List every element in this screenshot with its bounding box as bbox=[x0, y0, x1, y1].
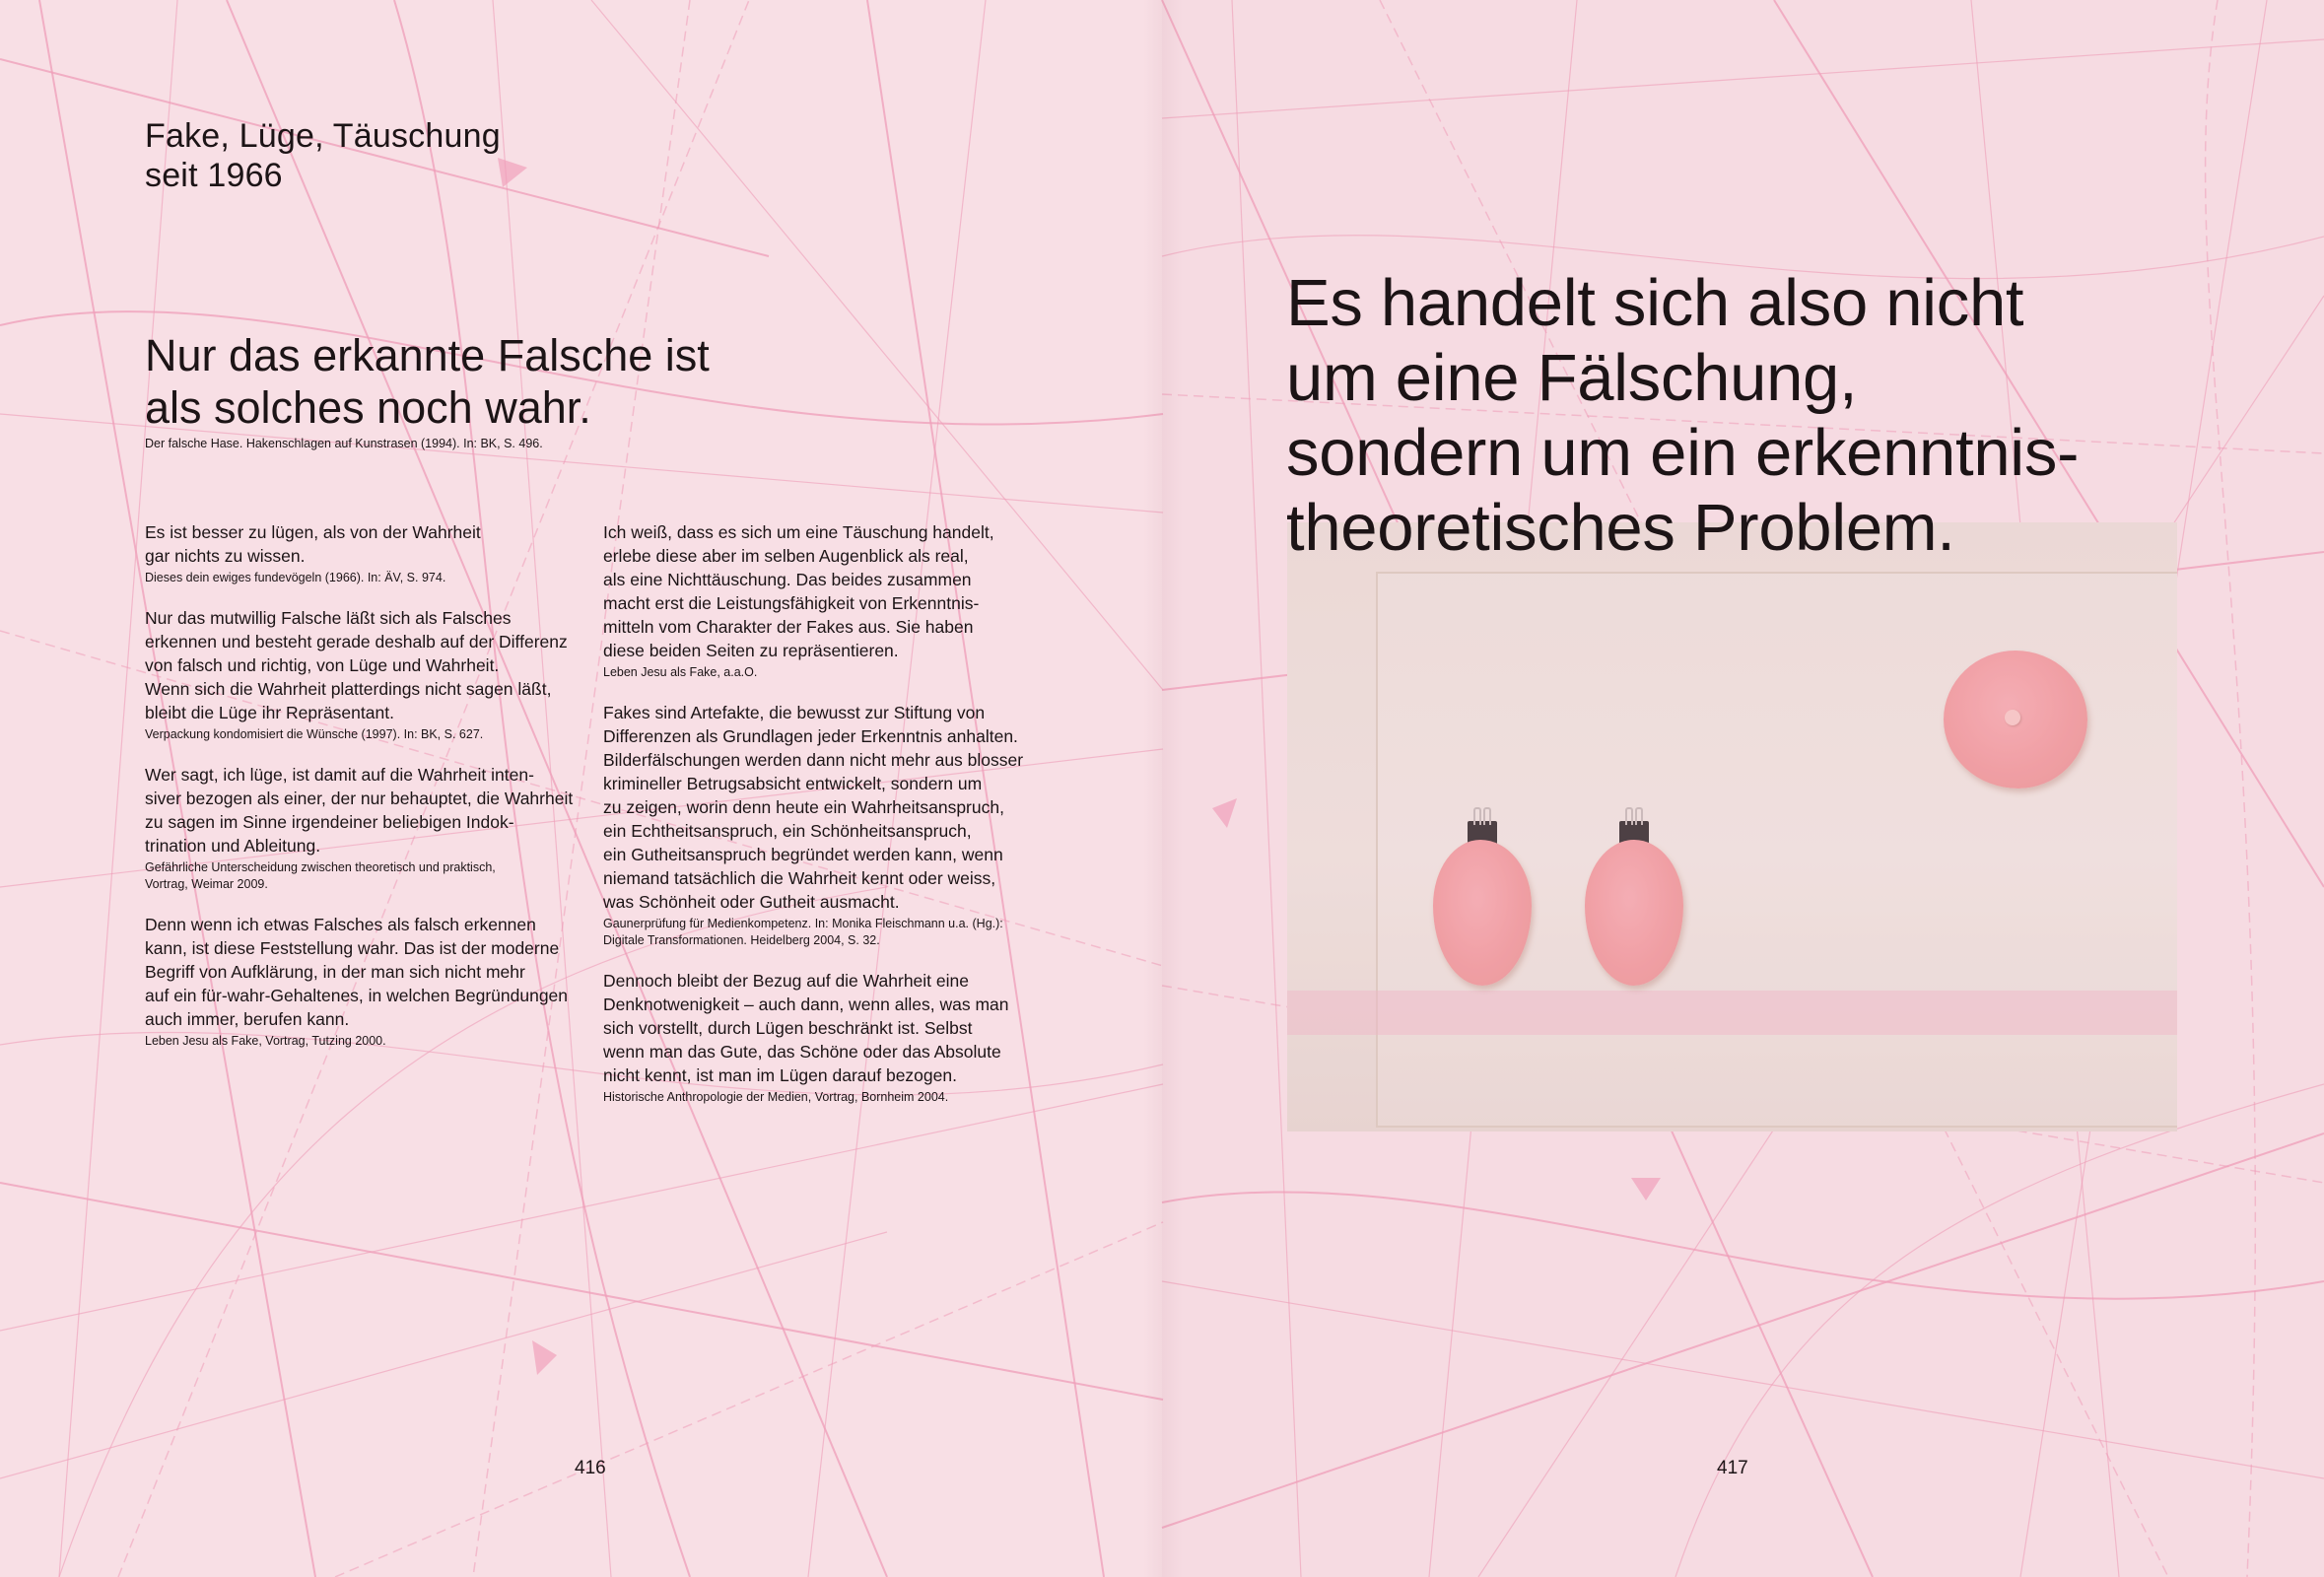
quote-line: zu zeigen, worin denn heute ein Wahrheitsanspruch, bbox=[603, 797, 1004, 817]
quote-line: als eine Nichttäuschung. Das beides zusammen bbox=[603, 570, 972, 589]
quote-text bbox=[145, 606, 583, 724]
quote-line: auf ein für-wahr-Gehaltenes, in welchen Begründungen bbox=[145, 986, 569, 1005]
source-line: Dieses dein ewiges fundevögeln (1966). In: ÄV, S. 974. bbox=[145, 571, 446, 584]
photo-overlay bbox=[1287, 522, 2177, 1131]
quote-line: Es ist besser zu lügen, als von der Wahrheit bbox=[145, 522, 481, 542]
source-line: Digitale Transformationen. Heidelberg 2004, S. 32. bbox=[603, 933, 880, 947]
source-line: Verpackung kondomisiert die Wünsche (1997). In: BK, S. 627. bbox=[145, 727, 484, 741]
source-line: Vortrag, Weimar 2009. bbox=[145, 877, 268, 891]
quote-line: nicht kennt, ist man im Lügen darauf bezogen. bbox=[603, 1065, 957, 1085]
quote-item bbox=[603, 969, 1042, 1106]
quote-line: krimineller Betrugsabsicht entwickelt, sondern um bbox=[603, 774, 983, 793]
page-number-left: 416 bbox=[575, 1458, 606, 1478]
quote-line: erlebe diese aber im selben Augenblick als real, bbox=[603, 546, 969, 566]
gutter-shadow bbox=[1143, 0, 1183, 1577]
quote-item bbox=[145, 520, 583, 586]
quote-line: Ich weiß, dass es sich um eine Täuschung handelt, bbox=[603, 522, 994, 542]
quote-line: gar nichts zu wissen. bbox=[145, 546, 306, 566]
quote-item bbox=[145, 913, 583, 1050]
quote-source bbox=[603, 916, 1042, 949]
quote-text bbox=[603, 520, 1042, 662]
headline-line: Es handelt sich also nicht bbox=[1286, 266, 2024, 340]
quote-source bbox=[603, 664, 1042, 681]
headline-line: um eine Fälschung, bbox=[1286, 341, 1858, 415]
quote-line: ein Echtheitsanspruch, ein Schönheitsanspruch, bbox=[603, 821, 972, 841]
quote-line: Nur das mutwillig Falsche läßt sich als Falsches bbox=[145, 608, 512, 628]
quote-column-2 bbox=[603, 520, 1042, 1126]
quote-item bbox=[145, 763, 583, 893]
quote-line: diese beiden Seiten zu repräsentieren. bbox=[603, 641, 899, 660]
quote-line: siver bezogen als einer, der nur behauptet, die Wahrheit bbox=[145, 788, 574, 808]
quote-line: erkennen und besteht gerade deshalb auf der Differenz bbox=[145, 632, 568, 651]
quote-line: von falsch und richtig, von Lüge und Wahrheit. bbox=[145, 655, 500, 675]
quote-line: wenn man das Gute, das Schöne oder das Absolute bbox=[603, 1042, 1001, 1062]
quote-line: trination und Ableitung. bbox=[145, 836, 321, 856]
quote-line: Denn wenn ich etwas Falsches als falsch erkennen bbox=[145, 915, 536, 934]
lead-quote-text bbox=[145, 329, 835, 434]
section-title bbox=[145, 116, 501, 195]
quote-line: macht erst die Leistungsfähigkeit von Erkenntnis- bbox=[603, 593, 980, 613]
quote-line: Denknotwenigkeit – auch dann, wenn alles, was man bbox=[603, 994, 1009, 1014]
quote-line: niemand tatsächlich die Wahrheit kennt oder weiss, bbox=[603, 868, 996, 888]
source-line: Leben Jesu als Fake, a.a.O. bbox=[603, 665, 758, 679]
quote-line: auch immer, berufen kann. bbox=[145, 1009, 350, 1029]
quote-text bbox=[145, 763, 583, 857]
quote-source bbox=[145, 1033, 583, 1050]
section-title-line: seit 1966 bbox=[145, 157, 283, 194]
quote-line: zu sagen im Sinne irgendeiner beliebigen Indok- bbox=[145, 812, 514, 832]
lead-quote-line: als solches noch wahr. bbox=[145, 382, 591, 433]
quote-item bbox=[145, 606, 583, 743]
quote-line: sich vorstellt, durch Lügen beschränkt ist. Selbst bbox=[603, 1018, 973, 1038]
lead-quote bbox=[145, 329, 835, 451]
quote-text bbox=[145, 520, 583, 568]
quote-source bbox=[145, 570, 583, 586]
quote-line: mitteln vom Charakter der Fakes aus. Sie haben bbox=[603, 617, 974, 637]
source-line: Historische Anthropologie der Medien, Vortrag, Bornheim 2004. bbox=[603, 1090, 949, 1104]
section-title-line: Fake, Lüge, Täuschung bbox=[145, 117, 501, 155]
headline-line: theoretisches Problem. bbox=[1286, 491, 1955, 565]
quote-source bbox=[145, 726, 583, 743]
quote-line: ein Gutheitsanspruch begründet werden kann, wenn bbox=[603, 845, 1003, 864]
source-line: Gefährliche Unterscheidung zwischen theoretisch und praktisch, bbox=[145, 860, 496, 874]
lead-quote-source: Der falsche Hase. Hakenschlagen auf Kunstrasen (1994). In: BK, S. 496. bbox=[145, 437, 543, 450]
lead-quote-line: Nur das erkannte Falsche ist bbox=[145, 330, 710, 380]
quote-line: bleibt die Lüge ihr Repräsentant. bbox=[145, 703, 394, 722]
quote-line: Begriff von Aufklärung, in der man sich nicht mehr bbox=[145, 962, 525, 982]
quote-line: Dennoch bleibt der Bezug auf die Wahrheit eine bbox=[603, 971, 969, 991]
quote-source bbox=[145, 859, 583, 893]
quote-line: Wenn sich die Wahrheit platterdings nicht sagen läßt, bbox=[145, 679, 552, 699]
quote-line: Differenzen als Grundlagen jeder Erkenntnis anhalten. bbox=[603, 726, 1018, 746]
source-line: Gaunerprüfung für Medienkompetenz. In: Monika Fleischmann u.a. (Hg.): bbox=[603, 917, 1003, 930]
quote-line: Fakes sind Artefakte, die bewusst zur Stiftung von bbox=[603, 703, 986, 722]
headline-line: sondern um ein erkenntnis- bbox=[1286, 416, 2080, 490]
quote-line: Bilderfälschungen werden dann nicht mehr aus blosser bbox=[603, 750, 1024, 770]
quote-line: kann, ist diese Feststellung wahr. Das ist der moderne bbox=[145, 938, 560, 958]
quote-text bbox=[603, 701, 1042, 914]
quote-text bbox=[145, 913, 583, 1031]
headline-quote bbox=[1286, 266, 2173, 566]
artwork-photo bbox=[1287, 522, 2177, 1131]
quote-text bbox=[603, 969, 1042, 1087]
quote-line: Wer sagt, ich lüge, ist damit auf die Wahrheit inten- bbox=[145, 765, 534, 785]
quote-line: was Schönheit oder Gutheit ausmacht. bbox=[603, 892, 900, 912]
quote-item bbox=[603, 701, 1042, 949]
quote-source bbox=[603, 1089, 1042, 1106]
page-number-right: 417 bbox=[1717, 1458, 1748, 1478]
quote-column-1 bbox=[145, 520, 583, 1069]
source-line: Leben Jesu als Fake, Vortrag, Tutzing 2000. bbox=[145, 1034, 386, 1048]
quote-item bbox=[603, 520, 1042, 681]
